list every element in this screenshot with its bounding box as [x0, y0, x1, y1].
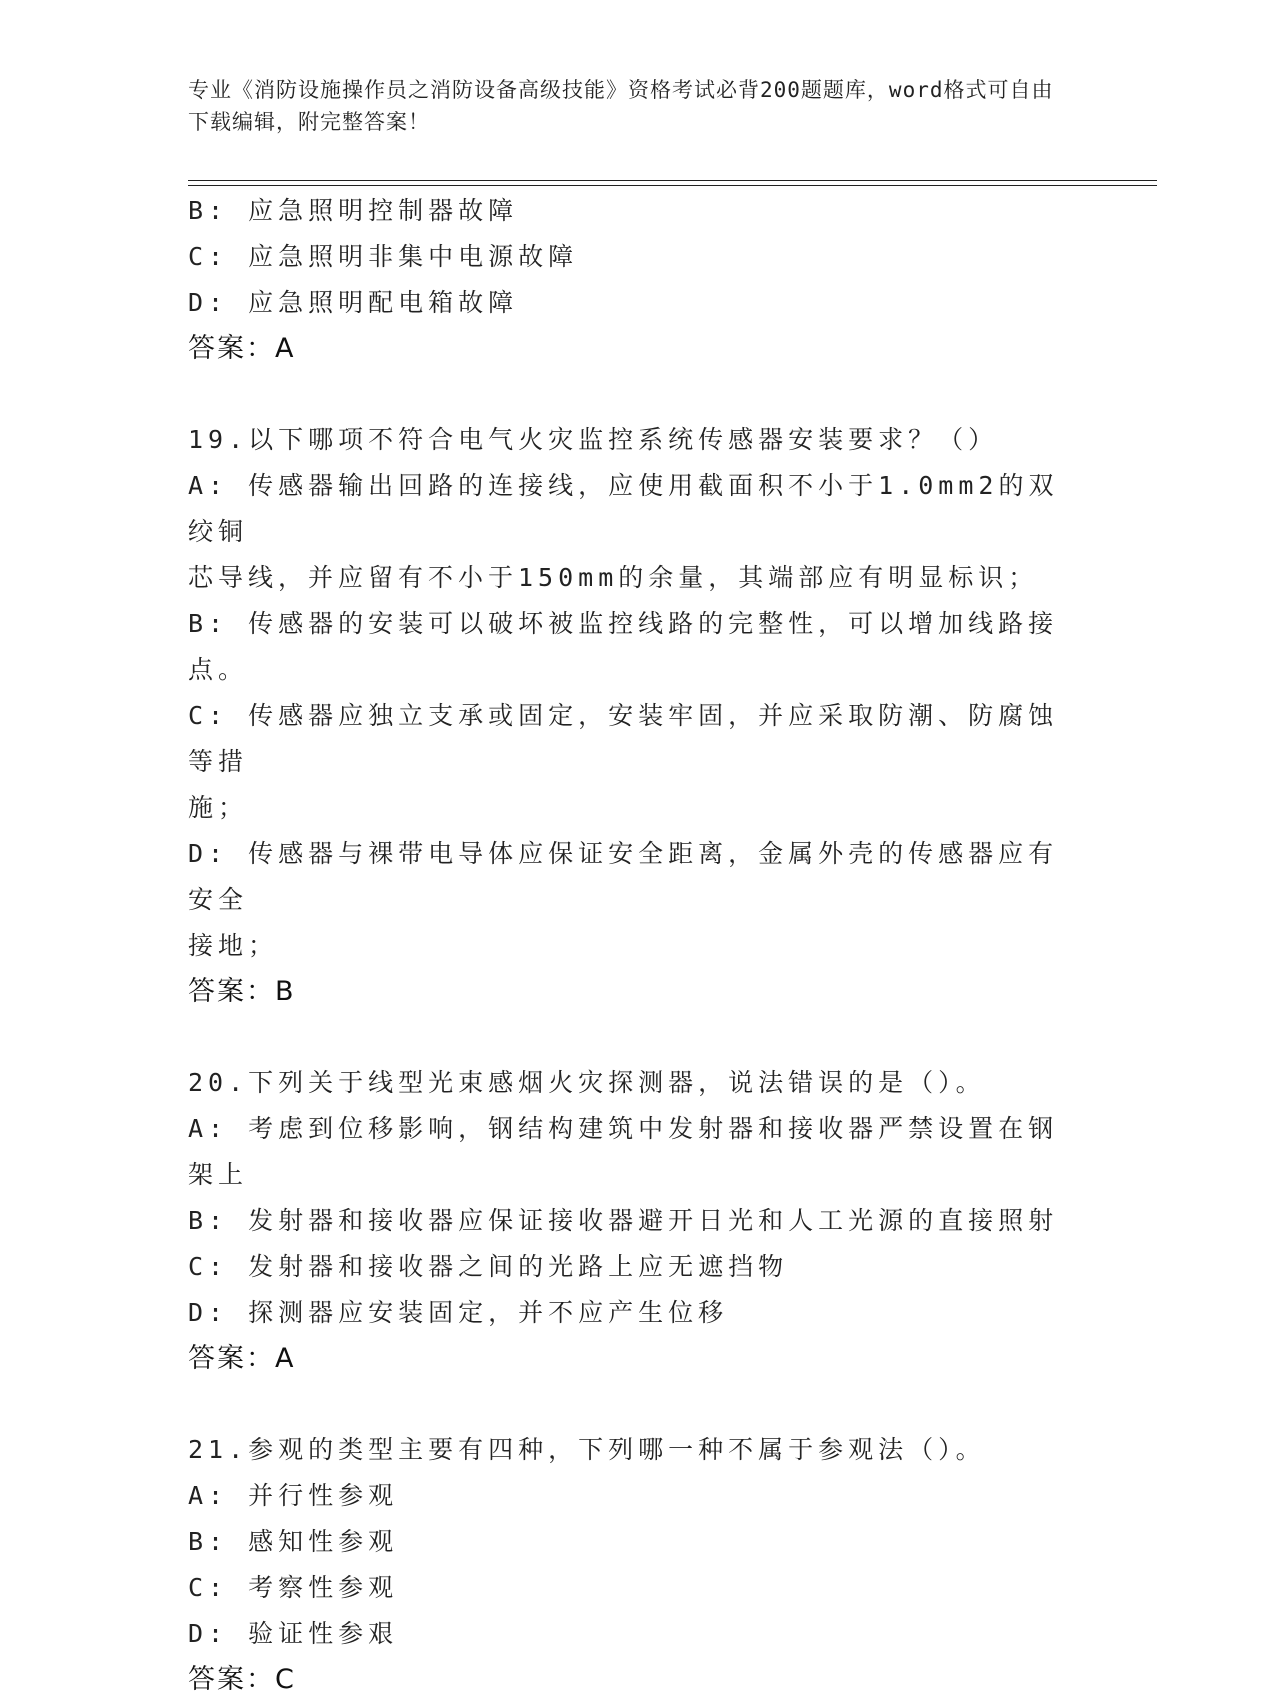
- option-a: A: 传感器输出回路的连接线，应使用截面积不小于1.0mm2的双绞铜: [188, 471, 1059, 546]
- spacer: [188, 372, 1088, 417]
- option-c: C: 发射器和接收器之间的光路上应无遮挡物: [188, 1252, 789, 1281]
- question-stem: 20.下列关于线型光束感烟火灾探测器，说法错误的是（）。: [188, 1068, 986, 1097]
- header-rule-top: [188, 180, 1157, 181]
- answer-label: 答案：A: [188, 333, 296, 364]
- question-list: [188, 188, 1088, 1703]
- question-block-18: [188, 188, 1088, 372]
- option-c: C: 应急照明非集中电源故障: [188, 242, 579, 271]
- document-header: 专业《消防设施操作员之消防设备高级技能》资格考试必背200题题库，word格式可自由下载编辑，附完整答案！: [188, 78, 1054, 134]
- header-rule-bottom: [188, 185, 1157, 186]
- option-a: A: 考虑到位移影响，钢结构建筑中发射器和接收器严禁设置在钢架上: [188, 1114, 1059, 1189]
- question-block-21: [188, 1427, 1088, 1703]
- spacer: [188, 1382, 1088, 1427]
- option-b: B: 传感器的安装可以破坏被监控线路的完整性，可以增加线路接点。: [188, 609, 1059, 684]
- question-stem: 21.参观的类型主要有四种，下列哪一种不属于参观法（）。: [188, 1435, 986, 1464]
- option-b: B: 发射器和接收器应保证接收器避开日光和人工光源的直接照射: [188, 1206, 1059, 1235]
- option-b: B: 感知性参观: [188, 1527, 399, 1556]
- option-c: C: 传感器应独立支承或固定，安装牢固，并应采取防潮、防腐蚀等措: [188, 701, 1059, 776]
- option-a: A: 并行性参观: [188, 1481, 399, 1510]
- option-a-continued: 芯导线，并应留有不小于150mm的余量，其端部应有明显标识；: [188, 563, 1039, 592]
- option-d: D: 应急照明配电箱故障: [188, 288, 519, 317]
- answer-label: 答案：C: [188, 1664, 296, 1695]
- option-b: B: 应急照明控制器故障: [188, 196, 519, 225]
- option-c-continued: 施；: [188, 793, 249, 822]
- question-stem: 19.以下哪项不符合电气火灾监控系统传感器安装要求？（）: [188, 425, 999, 454]
- option-d: D: 探测器应安装固定，并不应产生位移: [188, 1298, 729, 1327]
- answer-label: 答案：A: [188, 1343, 296, 1374]
- option-d: D: 传感器与裸带电导体应保证安全距离，金属外壳的传感器应有安全: [188, 839, 1059, 914]
- question-block-19: [188, 417, 1088, 1015]
- answer-label: 答案：B: [188, 976, 296, 1007]
- option-d-continued: 接地；: [188, 931, 279, 960]
- option-d: D: 验证性参艰: [188, 1619, 399, 1648]
- option-c: C: 考察性参观: [188, 1573, 399, 1602]
- spacer: [188, 1015, 1088, 1060]
- question-block-20: [188, 1060, 1088, 1382]
